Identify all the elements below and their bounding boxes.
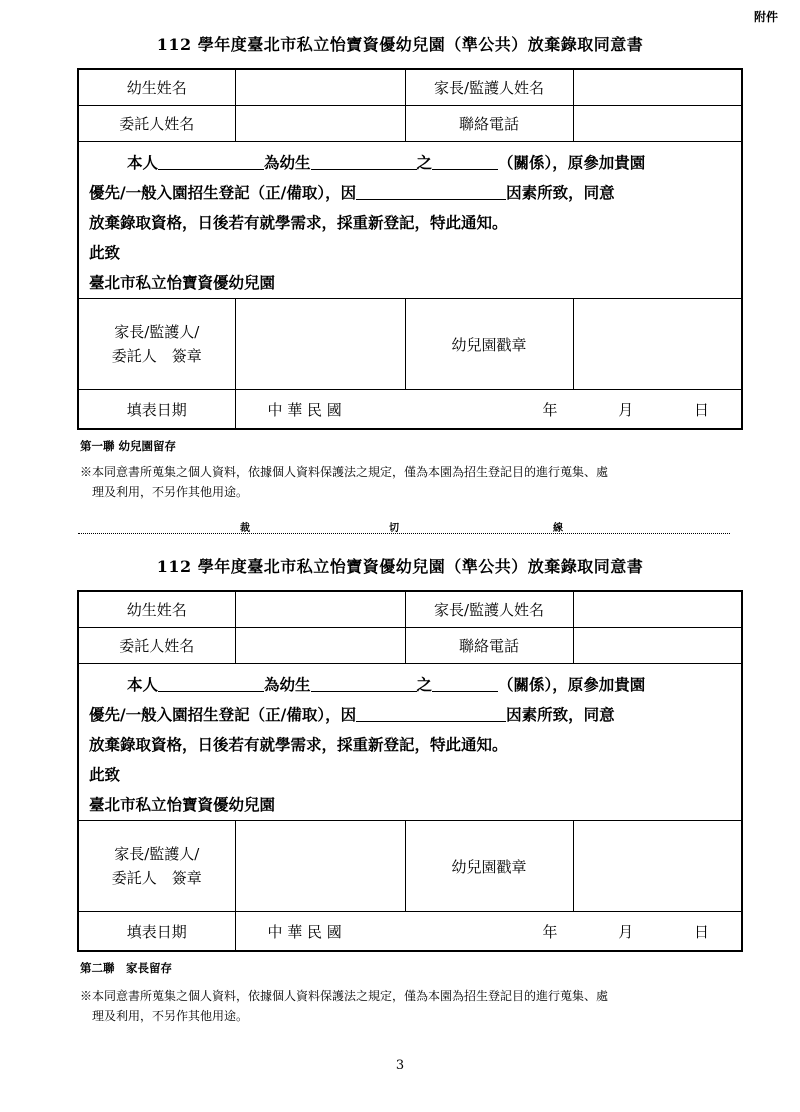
statement-cell — [78, 142, 742, 299]
delegate-name-label: 委託人姓名 — [78, 106, 235, 142]
signature-label: 家長/監護人/ 委託人 簽章 — [78, 299, 235, 390]
privacy-note: ※本同意書所蒐集之個人資料，依據個人資料保護法之規定，僅為本園為招生登記目的進行蒐集、處 理及利用，不另作其他用途。 — [80, 989, 609, 1023]
date-label: 填表日期 — [78, 390, 235, 430]
salutation: 此致 — [89, 243, 121, 262]
statement-cell — [78, 664, 742, 821]
signature-field[interactable] — [235, 299, 405, 390]
signature-label: 家長/監護人/ 委託人 簽章 — [78, 821, 235, 912]
day-label: 日 — [693, 400, 709, 419]
month-label: 月 — [618, 922, 634, 941]
delegate-name-field[interactable] — [235, 106, 405, 142]
child-name-blank[interactable] — [311, 151, 417, 170]
parent-name-label: 家長/監護人姓名 — [405, 591, 573, 628]
phone-label: 聯絡電話 — [405, 628, 573, 664]
delegate-name-label: 委託人姓名 — [78, 628, 235, 664]
day-label: 日 — [693, 922, 709, 941]
phone-field[interactable] — [573, 628, 742, 664]
attachment-label: 附件 — [753, 10, 778, 24]
self-name-blank[interactable] — [158, 151, 264, 170]
form-title: 112 學年度臺北市私立怡寶資優幼兒園（準公共）放棄錄取同意書 — [156, 557, 644, 576]
parent-name-field[interactable] — [573, 591, 742, 628]
child-name-blank[interactable] — [311, 673, 417, 692]
phone-label: 聯絡電話 — [405, 106, 573, 142]
statement-line-2: 優先/一般入園招生登記（正/備取），因 因素所致，同意 — [89, 183, 615, 202]
parent-name-label: 家長/監護人姓名 — [405, 69, 573, 106]
copy-label: 第一聯 幼兒園留存 — [80, 439, 177, 453]
signature-field[interactable] — [235, 821, 405, 912]
month-label: 月 — [618, 400, 634, 419]
parent-name-field[interactable] — [573, 69, 742, 106]
form-table — [77, 590, 743, 952]
relationship-blank[interactable] — [432, 673, 498, 692]
cut-line: 裁 切 線 — [78, 519, 730, 534]
statement-line-1: 本人 為幼生 之 （關係），原參加貴園 — [127, 675, 646, 694]
child-name-field[interactable] — [235, 69, 405, 106]
relationship-blank[interactable] — [432, 151, 498, 170]
statement-line-3: 放棄錄取資格，日後若有就學需求，採重新登記，特此通知。 — [89, 735, 508, 754]
seal-label: 幼兒園戳章 — [405, 299, 573, 390]
date-label: 填表日期 — [78, 912, 235, 952]
salutation: 此致 — [89, 765, 121, 784]
reason-blank[interactable] — [356, 181, 506, 200]
reason-blank[interactable] — [356, 703, 506, 722]
page-number: 3 — [395, 1058, 405, 1073]
phone-field[interactable] — [573, 106, 742, 142]
delegate-name-field[interactable] — [235, 628, 405, 664]
seal-label: 幼兒園戳章 — [405, 821, 573, 912]
self-name-blank[interactable] — [158, 673, 264, 692]
recipient-name: 臺北市私立怡寶資優幼兒園 — [89, 273, 276, 292]
recipient-name: 臺北市私立怡寶資優幼兒園 — [89, 795, 276, 814]
year-label: 年 — [542, 922, 558, 941]
date-field[interactable] — [235, 390, 742, 430]
child-name-label: 幼生姓名 — [78, 591, 235, 628]
seal-field[interactable] — [573, 821, 742, 912]
date-field[interactable] — [235, 912, 742, 952]
child-name-field[interactable] — [235, 591, 405, 628]
statement-line-1: 本人 為幼生 之 （關係），原參加貴園 — [127, 153, 646, 172]
year-label: 年 — [542, 400, 558, 419]
copy-label: 第二聯 家長留存 — [80, 961, 172, 975]
privacy-note: ※本同意書所蒐集之個人資料，依據個人資料保護法之規定，僅為本園為招生登記目的進行蒐集、處 理及利用，不另作其他用途。 — [80, 465, 609, 499]
form-table — [77, 68, 743, 430]
roc-label: 中 華 民 國 — [267, 400, 342, 419]
statement-line-3: 放棄錄取資格，日後若有就學需求，採重新登記，特此通知。 — [89, 213, 508, 232]
statement-line-2: 優先/一般入園招生登記（正/備取），因 因素所致，同意 — [89, 705, 615, 724]
form-title: 112 學年度臺北市私立怡寶資優幼兒園（準公共）放棄錄取同意書 — [156, 35, 644, 54]
roc-label: 中 華 民 國 — [267, 922, 342, 941]
seal-field[interactable] — [573, 299, 742, 390]
child-name-label: 幼生姓名 — [78, 69, 235, 106]
